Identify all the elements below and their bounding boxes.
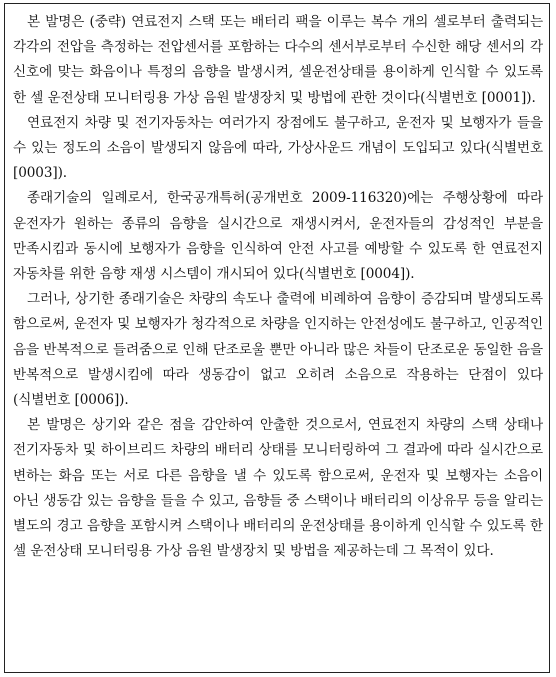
document-frame bbox=[4, 3, 550, 673]
paragraph-1: 본 발명은 (중략) 연료전지 스택 또는 배터리 팩을 이루는 복수 개의 셀로부터 출력되는 각각의 전압을 측정하는 전압센서를 포함하는 다수의 센서부로부터 수신한 해당 센서의 각 신호에 맞는 화음이나 특정의 음향을 발생시켜, 셀운전상태를 용이하게 인식할 수 있도록 한 셀 운전상태 모니터링용 가상 음원 발생장치 및 방법에 관한 것이다(식별번호 [0001]). bbox=[13, 14, 543, 106]
document-body bbox=[5, 4, 549, 564]
paragraph-2: 연료전지 차량 및 전기자동차는 여러가지 장점에도 불구하고, 운전자 및 보행자가 들을 수 있는 정도의 소음이 발생되지 않음에 따라, 가상사운드 개념이 도입되고 있다(식별번호 [0003]). bbox=[13, 114, 543, 182]
paragraph-3: 종래기술의 일례로서, 한국공개특허(공개번호 2009-116320)에는 주행상황에 따라 운전자가 원하는 종류의 음향을 실시간으로 재생시켜서, 운전자들의 감성적인 부분을 만족시킴과 동시에 보행자가 음향을 인식하여 안전 사고를 예방할 수 있도록 한 연료전지 자동차를 위한 음향 재생 시스템이 개시되어 있다(식별번호 [0004]). bbox=[13, 190, 543, 283]
paragraph-4: 그러나, 상기한 종래기술은 차량의 속도나 출력에 비례하여 음향이 증감되며 발생되도록 함으로써, 운전자 및 보행자가 청각적으로 차량을 인지하는 안전성에도 불구하고, 인공적인 음을 반복적으로 들려줌으로 인해 단조로울 뿐만 아니라 많은 차들이 단조로운 동일한 음을 반복적으로 발생시킴에 따라 생동감이 없고 오히려 소음으로 작용하는 단점이 있다(식별번호 [0006]). bbox=[13, 291, 543, 409]
paragraph-5: 본 발명은 상기와 같은 점을 감안하여 안출한 것으로서, 연료전지 차량의 스택 상태나 전기자동차 및 하이브리드 차량의 배터리 상태를 모니터링하여 그 결과에 따라 실시간으로 변하는 화음 또는 서로 다른 음향을 낼 수 있도록 함으로써, 운전자 및 보행자는 소음이 아닌 생동감 있는 음향을 들을 수 있고, 음향들 중 스택이나 배터리의 이상유무 등을 알리는 별도의 경고 음향을 포함시켜 스택이나 배터리의 운전상태를 용이하게 인식할 수 있도록 한 셀 운전상태 모니터링용 가상 음원 발생장치 및 방법을 제공하는데 그 목적이 있다. bbox=[13, 417, 543, 560]
